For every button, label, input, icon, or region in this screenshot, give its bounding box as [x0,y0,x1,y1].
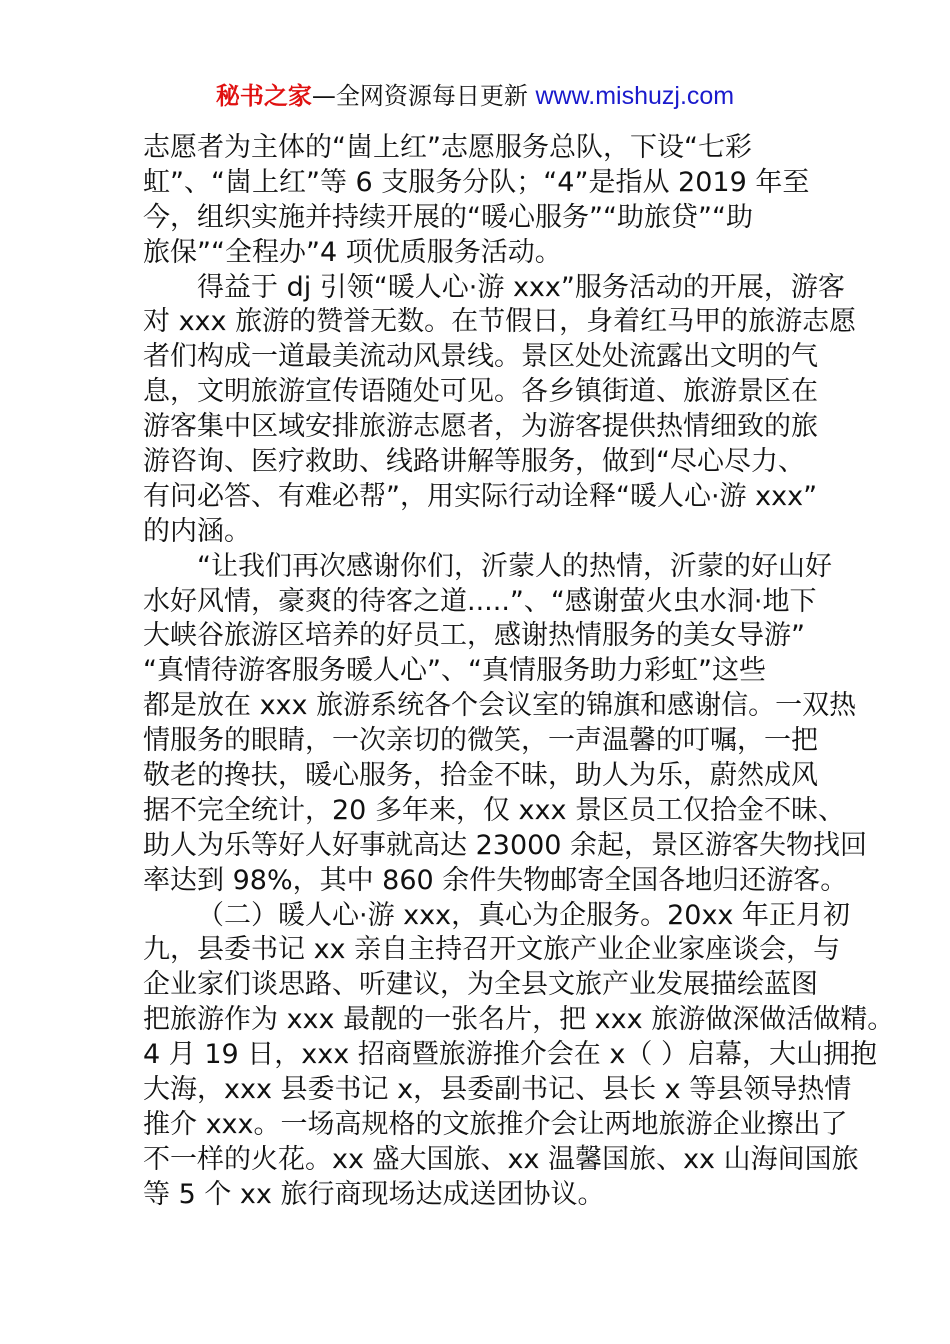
text-line: 大峡谷旅游区培养的好员工，感谢热情服务的美女导游” [143,620,805,652]
text-line: 率达到 98%，其中 860 余件失物邮寄全国各地归还游客。 [143,864,848,896]
text-line: 水好风情，豪爽的待客之道.....”、“感谢萤火虫水洞·地下 [143,585,817,617]
site-header [0,80,950,112]
text-line: 企业家们谈思路、听建议，为全县文旅产业发展描绘蓝图 [143,969,818,1001]
text-line: 游咨询、医疗救助、线路讲解等服务，做到“尽心尽力、 [143,446,805,478]
text-line: 志愿者为主体的“崮上红”志愿服务总队，下设“七彩 [143,132,752,163]
text-line: 游客集中区域安排旅游志愿者，为游客提供热情细致的旅 [143,411,818,443]
text-line: 息，文明旅游宣传语随处可见。各乡镇街道、旅游景区在 [143,376,818,408]
text-line: 不一样的火花。xx 盛大国旅、xx 温馨国旅、xx 山海间国旅 [143,1143,859,1175]
paragraph-start-line: （二）暖人心·游 xxx，真心为企服务。20xx 年正月初 [197,899,850,931]
text-line: 虹”、“崮上红”等 6 支服务分队；“4”是指从 2019 年至 [143,166,810,198]
text-line: 情服务的眼睛，一次亲切的微笑，一声温馨的叮嘱，一把 [143,725,818,757]
text-line: 对 xxx 旅游的赞誉无数。在节假日，身着红马甲的旅游志愿 [143,306,857,338]
document-body [143,131,895,1213]
text-line: 等 5 个 xx 旅行商现场达成送团协议。 [143,1178,605,1210]
text-line: 把旅游作为 xxx 最靓的一张名片，把 xxx 旅游做深做活做精。 [143,1004,895,1036]
text-line: 有问必答、有难必帮”，用实际行动诠释“暖人心·游 xxx” [143,480,818,512]
text-line: 敬老的搀扶，暖心服务，拾金不昧，助人为乐，蔚然成风 [143,760,818,792]
text-line: 据不完全统计，20 多年来，仅 xxx 景区员工仅拾金不昧、 [143,794,846,826]
text-line: “真情待游客服务暖人心”、“真情服务助力彩虹”这些 [143,655,766,687]
site-tagline: —全网资源每日更新 [311,82,536,110]
text-line: 九，县委书记 xx 亲自主持召开文旅产业企业家座谈会，与 [143,934,841,966]
text-line: 推介 xxx。一场高规格的文旅推介会让两地旅游企业擦出了 [143,1108,848,1140]
text-line: 者们构成一道最美流动风景线。景区处处流露出文明的气 [143,341,818,373]
site-brand: 秘书之家 [215,82,312,110]
text-line: 今，组织实施并持续开展的“暖心服务”“助旅贷”“助 [143,201,753,233]
text-line: 大海，xxx 县委书记 x，县委副书记、县长 x 等县领导热情 [143,1074,852,1106]
text-line: 都是放在 xxx 旅游系统各个会议室的锦旗和感谢信。一双热 [143,690,857,722]
paragraph-start-line: 得益于 dj 引领“暖人心·游 xxx”服务活动的开展，游客 [197,271,845,303]
site-url-link[interactable]: www.mishuzj.com [535,82,735,110]
text-line: 4 月 19 日，xxx 招商暨旅游推介会在 x（ ）启幕，大山拥抱 [143,1039,877,1071]
text-line: 旅保”“全程办”4 项优质服务活动。 [143,236,562,268]
paragraph-start-line: “让我们再次感谢你们，沂蒙人的热情，沂蒙的好山好 [197,550,832,582]
text-line: 助人为乐等好人好事就高达 23000 余起，景区游客失物找回 [143,829,868,861]
text-line: 的内涵。 [143,515,251,547]
